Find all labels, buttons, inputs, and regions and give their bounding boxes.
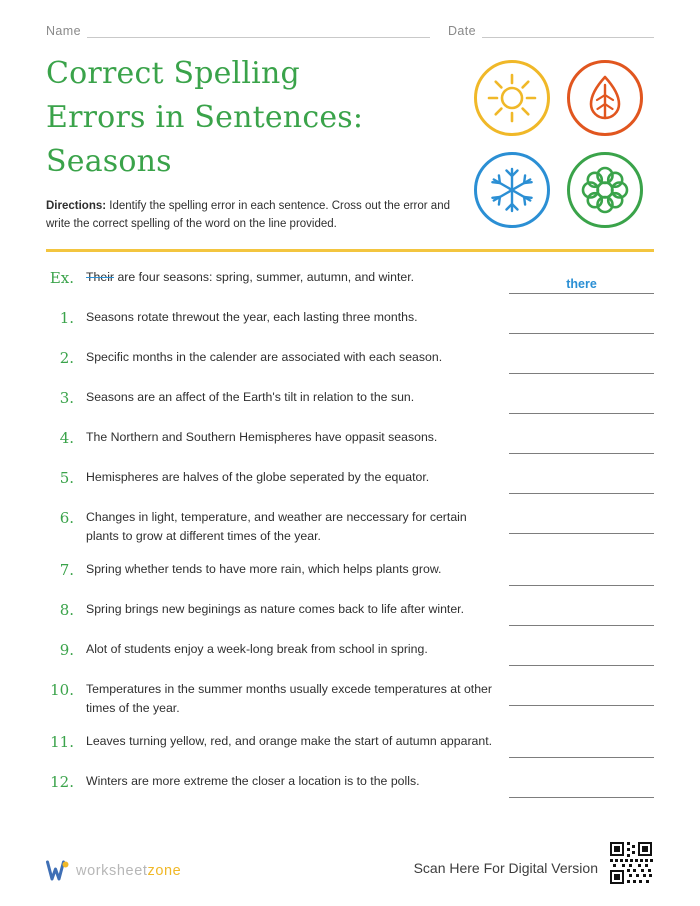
question-row (46, 348, 654, 374)
answer-value: there (566, 276, 597, 291)
scan-text: Scan Here For Digital Version (413, 860, 598, 876)
brand-word-1: worksheet (76, 863, 148, 879)
season-icons (474, 60, 654, 232)
page-footer (46, 838, 654, 888)
questions-list (46, 268, 654, 798)
question-text: The Northern and Southern Hemispheres have oppasit seasons. (86, 429, 438, 444)
struck-word: Their (86, 269, 115, 284)
answer-line[interactable] (509, 564, 654, 586)
question-number: 11. (50, 732, 74, 751)
name-input-line[interactable] (87, 24, 430, 38)
answer-line[interactable] (509, 604, 654, 626)
question-number: 12. (50, 772, 74, 791)
question-row (46, 560, 654, 586)
qr-code-icon[interactable] (608, 840, 654, 886)
leaf-icon (567, 60, 643, 136)
question-row (46, 428, 654, 454)
directions-label: Directions: (46, 200, 107, 213)
question-number: 3. (59, 388, 74, 407)
question-row (46, 732, 654, 758)
question-text: Seasons rotate threwout the year, each lasting three months. (86, 309, 418, 324)
page-title (46, 52, 476, 184)
question-number: 4. (59, 428, 74, 447)
question-number: 1. (59, 308, 74, 327)
sun-icon (474, 60, 550, 136)
question-number: 2. (59, 348, 74, 367)
question-number: 5. (59, 468, 74, 487)
question-row (46, 772, 654, 798)
question-text: Winters are more extreme the closer a location is to the polls. (86, 773, 420, 788)
question-text-rest: are four seasons: spring, summer, autumn, and winter. (114, 269, 415, 284)
question-text (86, 268, 509, 287)
answer-line[interactable] (509, 312, 654, 334)
question-text: Specific months in the calender are associated with each season. (86, 349, 443, 364)
question-number: 10. (50, 680, 74, 699)
question-row (46, 308, 654, 334)
worksheet-header (46, 52, 654, 233)
answer-line[interactable] (509, 776, 654, 798)
brand-text (76, 863, 181, 879)
date-input-line[interactable] (482, 24, 654, 38)
question-number: 7. (59, 560, 74, 579)
answer-line[interactable] (509, 736, 654, 758)
worksheet-zone-logo-icon (46, 860, 69, 882)
date-label: Date (447, 24, 476, 38)
question-row (46, 508, 654, 546)
question-row (46, 680, 654, 718)
question-text: Spring brings new beginings as nature comes back to life after winter. (86, 601, 464, 616)
title-line-2: Errors in Sentences: (46, 100, 364, 136)
flower-icon (567, 152, 643, 228)
question-number: 6. (59, 508, 74, 527)
name-label: Name (46, 24, 81, 38)
question-text: Alot of students enjoy a week-long break from school in spring. (86, 641, 428, 656)
question-row-example (46, 268, 654, 294)
answer-line[interactable] (509, 644, 654, 666)
question-row (46, 388, 654, 414)
question-text: Changes in light, temperature, and weather are neccessary for certain plants to grow at different times of the year. (86, 509, 467, 543)
answer-line[interactable] (509, 472, 654, 494)
brand-logo[interactable] (46, 860, 181, 882)
question-number: 8. (59, 600, 74, 619)
accent-divider (46, 249, 654, 252)
question-text: Leaves turning yellow, red, and orange make the start of autumn apparant. (86, 733, 493, 748)
directions (46, 198, 476, 233)
answer-line[interactable] (509, 272, 654, 294)
snowflake-icon (474, 152, 550, 228)
question-row (46, 640, 654, 666)
question-number: Ex. (49, 268, 74, 287)
answer-line[interactable] (509, 512, 654, 534)
answer-line[interactable] (509, 432, 654, 454)
answer-line[interactable] (509, 684, 654, 706)
question-text: Spring whether tends to have more rain, which helps plants grow. (86, 561, 442, 576)
answer-line[interactable] (509, 352, 654, 374)
question-text: Temperatures in the summer months usually excede temperatures at other times of the year. (86, 681, 492, 715)
name-date-row (46, 0, 654, 38)
answer-line[interactable] (509, 392, 654, 414)
question-text: Seasons are an affect of the Earth's tilt in relation to the sun. (86, 389, 415, 404)
question-row (46, 600, 654, 626)
title-line-3: Seasons (46, 144, 172, 180)
question-text: Hemispheres are halves of the globe seperated by the equator. (86, 469, 430, 484)
question-number: 9. (59, 640, 74, 659)
directions-text: Identify the spelling error in each sentence. Cross out the error and write the correct spelling of the word on the line provided. (46, 200, 450, 230)
title-line-1: Correct Spelling (46, 56, 300, 91)
brand-word-2: zone (147, 863, 182, 879)
question-row (46, 468, 654, 494)
